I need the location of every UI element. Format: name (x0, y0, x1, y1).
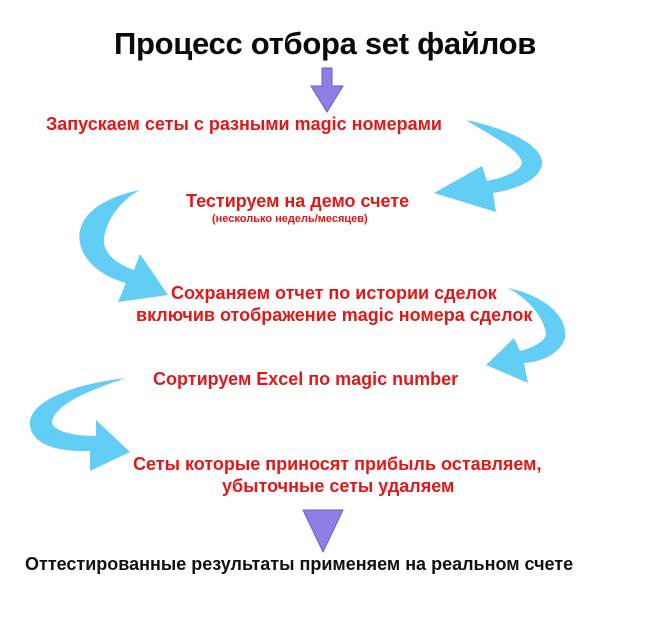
curved-arrow-icon-3 (486, 288, 565, 383)
step-2-note: (несколько недель/месяцев) (212, 213, 368, 225)
curved-arrow-icon-4 (30, 378, 130, 471)
step-1-text: Запускаем сеты с разными magic номерами (46, 114, 442, 134)
step-4-text: Сортируем Excel по magic number (153, 369, 459, 389)
step-3-text-line2: включив отображение magic номера сделок (136, 305, 533, 325)
curved-arrow-icon-2 (79, 190, 168, 302)
curved-arrow-icon-1 (434, 120, 542, 212)
step-2-text: Тестируем на демо счете (186, 191, 410, 211)
step-3-text-line1: Сохраняем отчет по истории сделок (171, 283, 497, 303)
down-arrow-icon-bottom (303, 510, 343, 552)
page-title: Процесс отбора set файлов (114, 26, 536, 61)
down-arrow-icon-top (311, 68, 343, 112)
step-5-text-line2: убыточные сеты удаляем (222, 476, 455, 496)
step-5-text-line1: Сеты которые приносят прибыль оставляем, (133, 454, 542, 474)
final-result-text: Оттестированные результаты применяем на реальном счете (25, 554, 574, 574)
